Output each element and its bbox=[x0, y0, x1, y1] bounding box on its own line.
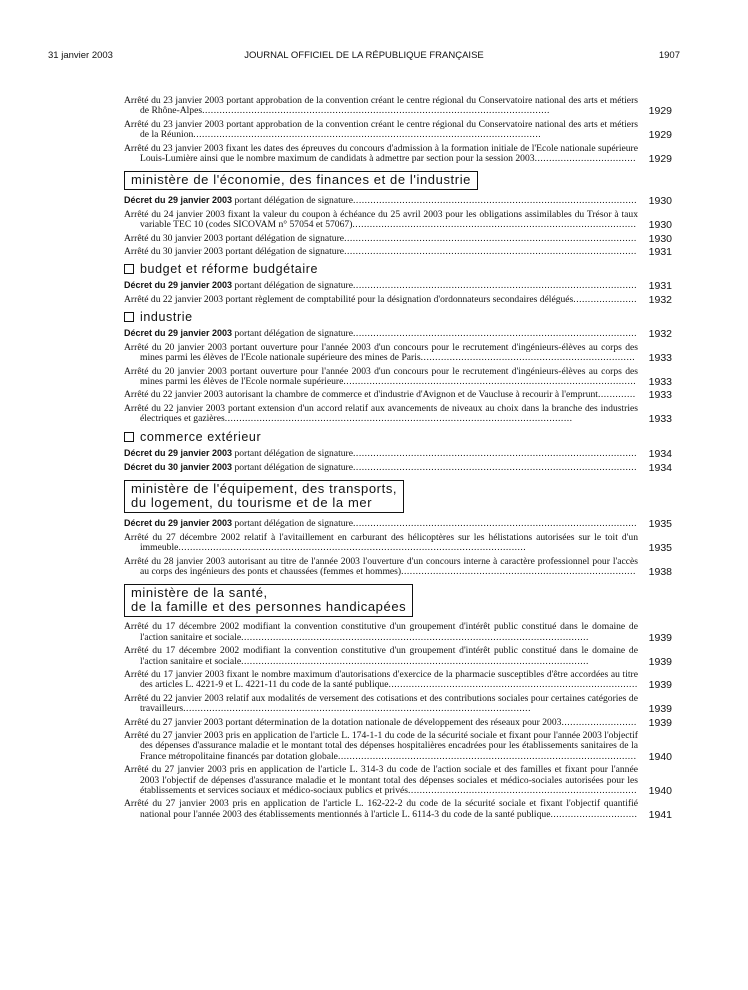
leader-dots: ................................... bbox=[534, 153, 637, 165]
entry-page-number: 1931 bbox=[648, 246, 672, 259]
entry-text: Arrêté du 17 décembre 2002 modifiant la convention constitutive d'un groupement d'intérêt public constitué dans le domaine de l'action sanitaire et sociale bbox=[124, 621, 638, 643]
toc-entry bbox=[124, 404, 672, 425]
entry-page-number: 1939 bbox=[648, 703, 672, 716]
toc-entry bbox=[124, 280, 672, 291]
entry-page-number: 1932 bbox=[648, 293, 672, 306]
entry-text: Arrêté du 22 janvier 2003 portant règlement de comptabilité pour la désignation d'ordonnateurs secondaires délégués bbox=[124, 293, 574, 305]
leader-dots: .................................................................................................. bbox=[353, 461, 638, 473]
entry-text: Arrêté du 17 janvier 2003 fixant le nombre maximum d'autorisations d'exercice de la pharmacie susceptibles d'être accordées au titre des articles L. 4221-9 et L. 4221-11 du code de la santé publique bbox=[124, 669, 638, 691]
toc-entry bbox=[124, 448, 672, 459]
leader-dots: ........................................................................................................................ bbox=[193, 129, 542, 141]
entry-text: portant délégation de signature bbox=[232, 461, 354, 473]
leader-dots: ....................................................................................................... bbox=[337, 750, 637, 762]
leader-dots: ............. bbox=[597, 389, 636, 401]
toc-entry bbox=[124, 557, 672, 578]
entry-text: Arrêté du 24 janvier 2003 fixant la valeur du coupon à échéance du 25 avril 2003 pour les obligations assimilables du Trésor à taux variable TEC 10 (codes SICOVAM n° 57054 et 57067) bbox=[124, 208, 638, 231]
leader-dots: .................................................................................................. bbox=[353, 328, 638, 340]
entry-text: Arrêté du 22 janvier 2003 portant extension d'un accord relatif aux avancements de niveaux au choix dans la branche des industries électriques et gazières bbox=[124, 402, 638, 425]
subsection-title-budget: budget et réforme budgétaire bbox=[124, 262, 672, 276]
entry-page-number: 1932 bbox=[648, 328, 672, 341]
entry-page-number: 1929 bbox=[648, 105, 672, 118]
entry-text: Arrêté du 20 janvier 2003 portant ouverture pour l'année 2003 d'un concours pour le recrutement d'ingénieurs-élèves au corps des mines parmi les élèves de l'Ecole normale supérieure bbox=[124, 365, 638, 387]
header-date: 31 janvier 2003 bbox=[48, 50, 113, 61]
entry-text: Arrêté du 30 janvier 2003 portant délégation de signature bbox=[124, 246, 345, 258]
leader-dots: ...................... bbox=[573, 293, 638, 305]
entry-text: Arrêté du 22 janvier 2003 relatif aux modalités de versement des cotisations et des contributions sociales pour certaines catégories de travailleurs bbox=[124, 692, 638, 715]
toc-entry bbox=[124, 234, 672, 244]
header-page-number: 1907 bbox=[658, 50, 680, 61]
toc-entry bbox=[124, 646, 672, 667]
entry-text: Arrêté du 23 janvier 2003 portant approbation de la convention créant le centre régional du Conservatoire national des arts et métiers de Rhône-Alpes bbox=[124, 95, 638, 117]
square-bullet-icon bbox=[124, 264, 134, 274]
entry-text: Arrêté du 20 janvier 2003 portant ouverture pour l'année 2003 d'un concours pour le recrutement d'ingénieurs-élèves au corps des mines parmi les élèves de l'Ecole nationale supérieure des mines de Paris bbox=[124, 341, 638, 364]
entry-page-number: 1939 bbox=[648, 655, 672, 668]
entry-page-number: 1935 bbox=[648, 518, 672, 531]
leader-dots: ........................................................................................................................ bbox=[224, 413, 573, 425]
entry-text: portant délégation de signature bbox=[232, 280, 354, 292]
toc-entry bbox=[124, 343, 672, 364]
square-bullet-icon bbox=[124, 432, 134, 442]
entry-text: Arrêté du 27 janvier 2003 portant détermination de la dotation nationale de développement des réseaux pour 2003 bbox=[124, 716, 562, 728]
leader-dots: ........................................................................................................................ bbox=[241, 655, 589, 667]
toc-entry bbox=[124, 367, 672, 388]
toc-entry bbox=[124, 247, 672, 257]
section-title-equipement: ministère de l'équipement, des transports, du logement, du tourisme et de la mer bbox=[124, 480, 404, 513]
subsection-title-industrie: industrie bbox=[124, 310, 672, 324]
entry-page-number: 1933 bbox=[648, 375, 672, 388]
leader-dots: ........................................................................................................................ bbox=[202, 105, 550, 117]
entry-text: Arrêté du 17 décembre 2002 modifiant la convention constitutive d'un groupement d'intérêt public constitué dans le domaine de l'action sanitaire et sociale bbox=[124, 645, 638, 667]
entry-text: Arrêté du 30 janvier 2003 portant délégation de signature bbox=[124, 232, 345, 244]
square-bullet-icon bbox=[124, 312, 134, 322]
entry-decree-label: Décret du 29 janvier 2003 bbox=[124, 280, 233, 291]
entry-page-number: 1933 bbox=[648, 389, 672, 402]
leader-dots: ............................................................................... bbox=[408, 785, 637, 797]
toc-entry bbox=[124, 670, 672, 691]
leader-dots: .............................. bbox=[550, 808, 638, 820]
entry-text: portant délégation de signature bbox=[232, 447, 354, 459]
entry-page-number: 1935 bbox=[648, 542, 672, 555]
industrie-entries bbox=[124, 328, 672, 424]
section-title-sante: ministère de la santé, de la famille et des personnes handicapées bbox=[124, 584, 413, 617]
toc-entry bbox=[124, 462, 672, 473]
entry-page-number: 1940 bbox=[648, 785, 672, 798]
equipement-entries bbox=[124, 518, 672, 577]
leader-dots: ..................................................................................................... bbox=[343, 375, 637, 387]
toc-entry bbox=[124, 622, 672, 643]
entry-decree-label: Décret du 29 janvier 2003 bbox=[124, 447, 233, 458]
table-of-contents bbox=[124, 96, 672, 823]
entry-page-number: 1929 bbox=[648, 153, 672, 166]
leader-dots: .................................................................................................. bbox=[352, 219, 637, 231]
budget-entries bbox=[124, 280, 672, 305]
leader-dots: .................................................................................................. bbox=[353, 195, 638, 207]
leader-dots: .................................................................................................. bbox=[353, 447, 638, 459]
entry-page-number: 1933 bbox=[648, 352, 672, 365]
header-journal-title: JOURNAL OFFICIEL DE LA RÉPUBLIQUE FRANÇAISE bbox=[244, 50, 484, 61]
entry-decree-label: Décret du 29 janvier 2003 bbox=[124, 518, 233, 529]
sante-entries bbox=[124, 622, 672, 820]
toc-entry bbox=[124, 195, 672, 206]
finances-entries bbox=[124, 195, 672, 257]
entry-page-number: 1930 bbox=[648, 195, 672, 208]
section-title-finances: ministère de l'économie, des finances et de l'industrie bbox=[124, 171, 478, 190]
toc-entry bbox=[124, 694, 672, 715]
toc-entry bbox=[124, 765, 672, 796]
entry-page-number: 1941 bbox=[648, 808, 672, 821]
toc-entry bbox=[124, 96, 672, 117]
entry-page-number: 1929 bbox=[648, 129, 672, 142]
entry-text: Arrêté du 27 janvier 2003 pris en application de l'article L. 162-22-2 du code de la sécurité sociale et fixant l'objectif quantifié national pour l'année 2003 des établissements mentionnés à l'article L. 6114-3 du code de la santé publique bbox=[124, 798, 638, 820]
leader-dots: ...................................................................................... bbox=[388, 679, 638, 691]
leader-dots: ........................................................................................................................ bbox=[183, 703, 531, 715]
leader-dots: ................................................................................. bbox=[401, 565, 636, 577]
entry-text: Arrêté du 28 janvier 2003 autorisant au titre de l'année 2003 l'ouverture d'un concours interne à caractère professionnel pour l'accès au corps des ingénieurs des ponts et chaussées (femmes et hommes) bbox=[124, 555, 638, 577]
entry-text: Arrêté du 27 décembre 2002 relatif à l'avitaillement en carburant des hélicoptères sur les hélistations autorisées sur le toit d'un immeuble bbox=[124, 531, 638, 554]
entry-text: Arrêté du 27 janvier 2003 pris en application de l'article L. 314-3 du code de l'action sociale et des familles et fixant pour l'année 2003 l'objectif de dépenses d'assurance maladie et le montant total des dépenses sociales et médico-sociales autorisées pour les établissements et services sociaux et médico-sociaux publics et privés bbox=[124, 764, 638, 797]
entry-text: Arrêté du 23 janvier 2003 fixant les dates des épreuves du concours d'admission à la formation initiale de l'Ecole nationale supérieure Louis-Lumière ainsi que le nombre maximum de candidats à admettre par section pour la session 2003 bbox=[124, 142, 638, 165]
entry-page-number: 1934 bbox=[648, 447, 672, 460]
entry-page-number: 1939 bbox=[648, 631, 672, 644]
toc-entry bbox=[124, 328, 672, 339]
entry-page-number: 1939 bbox=[648, 679, 672, 692]
running-header bbox=[48, 50, 680, 64]
leader-dots: ..................................................................................................... bbox=[344, 232, 637, 244]
entry-page-number: 1931 bbox=[648, 280, 672, 293]
entry-page-number: 1938 bbox=[648, 565, 672, 578]
leader-dots: ..................................................................................................... bbox=[344, 246, 637, 258]
entry-text: portant délégation de signature bbox=[232, 328, 354, 340]
leader-dots: .................................................................................................. bbox=[353, 280, 638, 292]
entry-text: portant délégation de signature bbox=[232, 518, 354, 530]
entry-text: Arrêté du 23 janvier 2003 portant approbation de la convention créant le centre régional du Conservatoire national des arts et métiers de la Réunion bbox=[124, 118, 638, 141]
entry-text: portant délégation de signature bbox=[232, 195, 354, 207]
toc-entry bbox=[124, 518, 672, 529]
leader-dots: .......................................................................... bbox=[420, 352, 636, 364]
toc-entry bbox=[124, 295, 672, 305]
toc-entry bbox=[124, 120, 672, 141]
entry-text: Arrêté du 27 janvier 2003 pris en application de l'article L. 174-1-1 du code de la sécurité sociale et fixant pour l'année 2003 l'objectif des dépenses d'assurance maladie et le montant total des dépenses hospitalières encadrées pour les établissements sanitaires de la France métropolitaine financés par dotation globale bbox=[124, 730, 638, 762]
intro-entries bbox=[124, 96, 672, 164]
entry-decree-label: Décret du 29 janvier 2003 bbox=[124, 195, 233, 206]
toc-entry bbox=[124, 731, 672, 762]
toc-entry bbox=[124, 799, 672, 820]
commerce-entries bbox=[124, 448, 672, 474]
leader-dots: .................................................................................................. bbox=[353, 518, 638, 530]
entry-page-number: 1930 bbox=[648, 219, 672, 232]
toc-entry bbox=[124, 533, 672, 554]
entry-page-number: 1939 bbox=[648, 716, 672, 729]
subsection-title-commerce: commerce extérieur bbox=[124, 430, 672, 444]
toc-entry bbox=[124, 390, 672, 400]
entry-decree-label: Décret du 30 janvier 2003 bbox=[124, 461, 233, 472]
leader-dots: ........................................................................................................................ bbox=[241, 631, 589, 643]
toc-entry bbox=[124, 210, 672, 231]
entry-page-number: 1930 bbox=[648, 232, 672, 245]
entry-text: Arrêté du 22 janvier 2003 autorisant la chambre de commerce et d'industrie d'Avignon et de Vaucluse à recourir à l'emprunt bbox=[124, 389, 598, 401]
entry-page-number: 1940 bbox=[648, 750, 672, 763]
entry-page-number: 1933 bbox=[648, 413, 672, 426]
leader-dots: ........................................................................................................................ bbox=[178, 542, 527, 554]
leader-dots: .......................... bbox=[561, 716, 637, 728]
toc-entry bbox=[124, 144, 672, 165]
toc-entry bbox=[124, 718, 672, 728]
entry-page-number: 1934 bbox=[648, 461, 672, 474]
entry-decree-label: Décret du 29 janvier 2003 bbox=[124, 328, 233, 339]
